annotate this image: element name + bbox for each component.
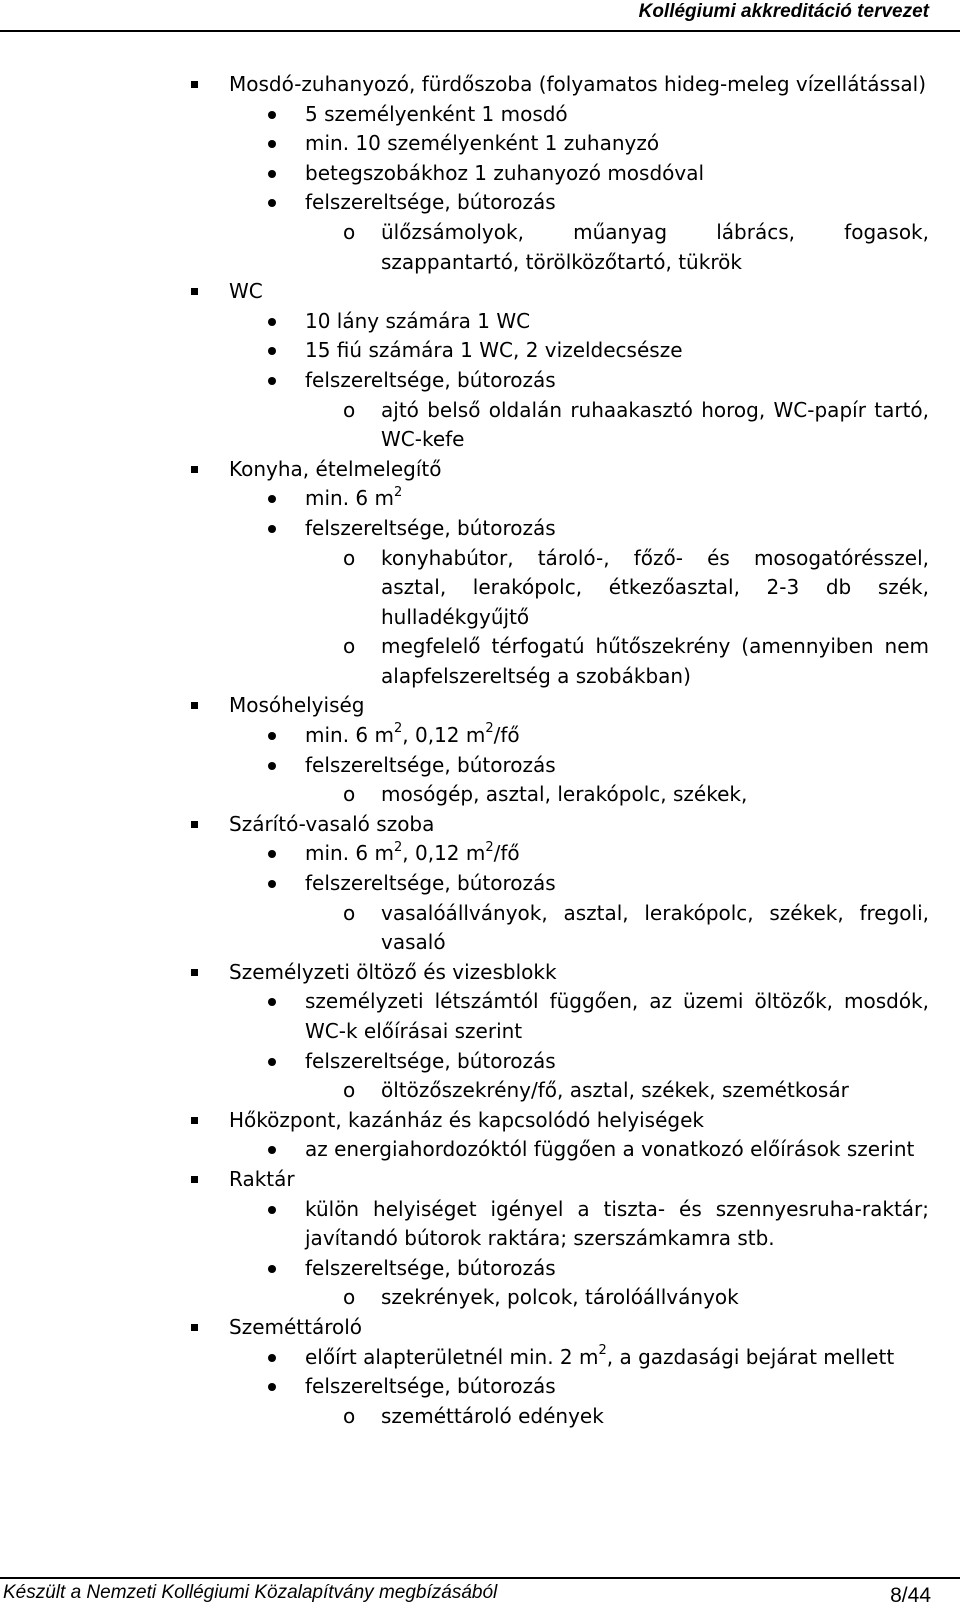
section-heading [0,810,929,840]
list-item-text: min. 6 m [305,723,394,748]
round-bullet-icon [268,525,276,533]
sub-list-item [0,899,929,958]
round-bullet-icon [268,495,276,503]
round-bullet-icon [268,199,276,207]
list-item [0,1047,929,1077]
list-item [0,839,929,869]
list-item-text: felszereltsége, bútorozás [305,367,556,392]
sub-item-text: megfelelő térfogatú hűtőszekrény (amennyiben nem alapfelszereltség a szobákban) [381,634,929,688]
section-heading [0,1313,929,1343]
list-item-text: /fő [493,841,520,866]
sub-list-item [0,396,929,455]
circle-bullet-icon: o [343,219,356,244]
list-item [0,751,929,781]
sub-item-text: ülőzsámolyok, műanyag lábrács, fogasok, szappantartó, törölközőtartó, tükrök [381,219,929,274]
round-bullet-icon [268,880,276,888]
list-item-text: min. 10 személyenként 1 zuhanyzó [305,131,660,156]
round-bullet-icon [268,1206,276,1214]
list-item [0,484,929,514]
superscript: 2 [598,1342,607,1358]
circle-bullet-icon: o [343,782,356,807]
section-title: Konyha, ételmelegítő [229,456,442,481]
square-bullet-icon [191,969,198,976]
sub-list-item [0,780,929,810]
list-item-text: felszereltsége, bútorozás [305,752,556,777]
round-bullet-icon [268,140,276,148]
list-item-text: /fő [493,723,520,748]
sub-item-text: szeméttároló edények [381,1403,604,1428]
list-item-text: külön helyiséget igényel a tiszta- és szennyesruha-raktár; javítandó bútorok raktára; szerszámkamra stb. [305,1196,929,1251]
square-bullet-icon [191,1324,198,1331]
list-item [0,188,929,218]
circle-bullet-icon: o [343,397,356,422]
round-bullet-icon [268,732,276,740]
document-body [0,70,960,1431]
section-title: Mosdó-zuhanyozó, fürdőszoba (folyamatos hideg-meleg vízellátással) [229,72,927,96]
section-heading [0,455,929,485]
section-title: Hőközpont, kazánház és kapcsolódó helyiségek [229,1107,704,1132]
list-item [0,1343,929,1373]
circle-bullet-icon: o [343,545,356,570]
round-bullet-icon [268,1354,276,1362]
section-heading [0,1165,929,1195]
section-title: Szeméttároló [229,1314,363,1339]
list-item [0,1372,929,1402]
list-item-text: személyzeti létszámtól függően, az üzemi öltözők, mosdók, WC-k előírásai szerint [305,989,929,1043]
footer-text: Készült a Nemzeti Kollégiumi Közalapítvány megbízásából [3,1582,498,1603]
sub-item-text: szekrények, polcok, tárolóállványok [381,1285,739,1310]
list-item-text: előírt alapterületnél min. 2 m [305,1344,599,1369]
section-heading [0,958,929,988]
list-item [0,514,929,544]
superscript: 2 [394,721,403,737]
sub-list-item [0,1283,929,1313]
round-bullet-icon [268,1058,276,1066]
sub-item-text: mosógép, asztal, lerakópolc, székek, [381,782,748,807]
list-item [0,129,929,159]
circle-bullet-icon: o [343,634,356,659]
list-item-text: felszereltsége, bútorozás [305,1374,556,1399]
list-item [0,1254,929,1284]
list-item [0,366,929,396]
square-bullet-icon [191,466,198,473]
page-number: 8/44 [890,1584,931,1607]
square-bullet-icon [191,1176,198,1183]
list-item [0,336,929,366]
superscript: 2 [485,721,494,737]
section-heading [0,1106,929,1136]
sub-item-text: ajtó belső oldalán ruhaakasztó horog, WC-papír tartó, WC-kefe [381,397,929,452]
section-heading [0,277,929,307]
section-title: Mosóhelyiség [229,693,365,718]
list-item-text: , a gazdasági bejárat mellett [606,1344,895,1369]
sub-list-item [0,1402,929,1432]
list-item-text: felszereltsége, bútorozás [305,515,556,540]
sub-list-item [0,1076,929,1106]
list-item [0,159,929,189]
square-bullet-icon [191,288,198,295]
list-item [0,869,929,899]
list-item [0,987,929,1046]
circle-bullet-icon: o [343,1285,356,1310]
sub-item-text: vasalóállványok, asztal, lerakópolc, székek, fregoli, vasaló [381,900,929,955]
list-item-text: felszereltsége, bútorozás [305,190,556,215]
square-bullet-icon [191,702,198,709]
list-item-text: , 0,12 m [402,723,486,748]
round-bullet-icon [268,347,276,355]
list-item-text: min. 6 m [305,841,394,866]
round-bullet-icon [268,377,276,385]
superscript: 2 [394,839,403,855]
list-item-text: felszereltsége, bútorozás [305,871,556,896]
list-item-text: 10 lány számára 1 WC [305,308,531,333]
square-bullet-icon [191,821,198,828]
list-item-text: felszereltsége, bútorozás [305,1255,556,1280]
square-bullet-icon [191,81,198,88]
round-bullet-icon [268,850,276,858]
section-heading [0,70,929,100]
list-item-text: betegszobákhoz 1 zuhanyozó mosdóval [305,160,705,185]
section-title: Szárító-vasaló szoba [229,811,435,836]
round-bullet-icon [268,170,276,178]
list-item-text: az energiahordozóktól függően a vonatkozó előírások szerint [305,1137,915,1162]
section-title: Raktár [229,1166,295,1191]
circle-bullet-icon: o [343,900,356,925]
superscript: 2 [485,839,494,855]
list-item [0,721,929,751]
list-item-text: felszereltsége, bútorozás [305,1048,556,1073]
sub-item-text: konyhabútor, tároló-, főző- és mosogatórésszel, asztal, lerakópolc, étkezőasztal, 2-3 db szék, hulladékgyűjtő [381,545,929,629]
section-title: WC [229,279,263,304]
list-item [0,307,929,337]
sub-item-text: öltözőszekrény/fő, asztal, székek, szemétkosár [381,1078,849,1103]
list-item-text: 15 fiú számára 1 WC, 2 vizeldecsésze [305,338,683,363]
list-item-text: , 0,12 m [402,841,486,866]
list-item [0,1195,929,1254]
page-footer [0,1577,960,1613]
round-bullet-icon [268,762,276,770]
section-heading [0,691,929,721]
list-item-text: min. 6 m [305,486,394,511]
page-header [0,0,960,32]
round-bullet-icon [268,1265,276,1273]
section-title: Személyzeti öltöző és vizesblokk [229,959,557,984]
sub-list-item [0,632,929,691]
round-bullet-icon [268,998,276,1006]
round-bullet-icon [268,318,276,326]
list-item-text: 5 személyenként 1 mosdó [305,101,568,126]
superscript: 2 [394,484,403,500]
circle-bullet-icon: o [343,1078,356,1103]
list-item [0,100,929,130]
header-title: Kollégiumi akkreditáció tervezet [638,1,929,22]
round-bullet-icon [268,1146,276,1154]
square-bullet-icon [191,1117,198,1124]
round-bullet-icon [268,1383,276,1391]
circle-bullet-icon: o [343,1403,356,1428]
sub-list-item [0,218,929,277]
round-bullet-icon [268,111,276,119]
list-item [0,1135,929,1165]
sub-list-item [0,544,929,633]
